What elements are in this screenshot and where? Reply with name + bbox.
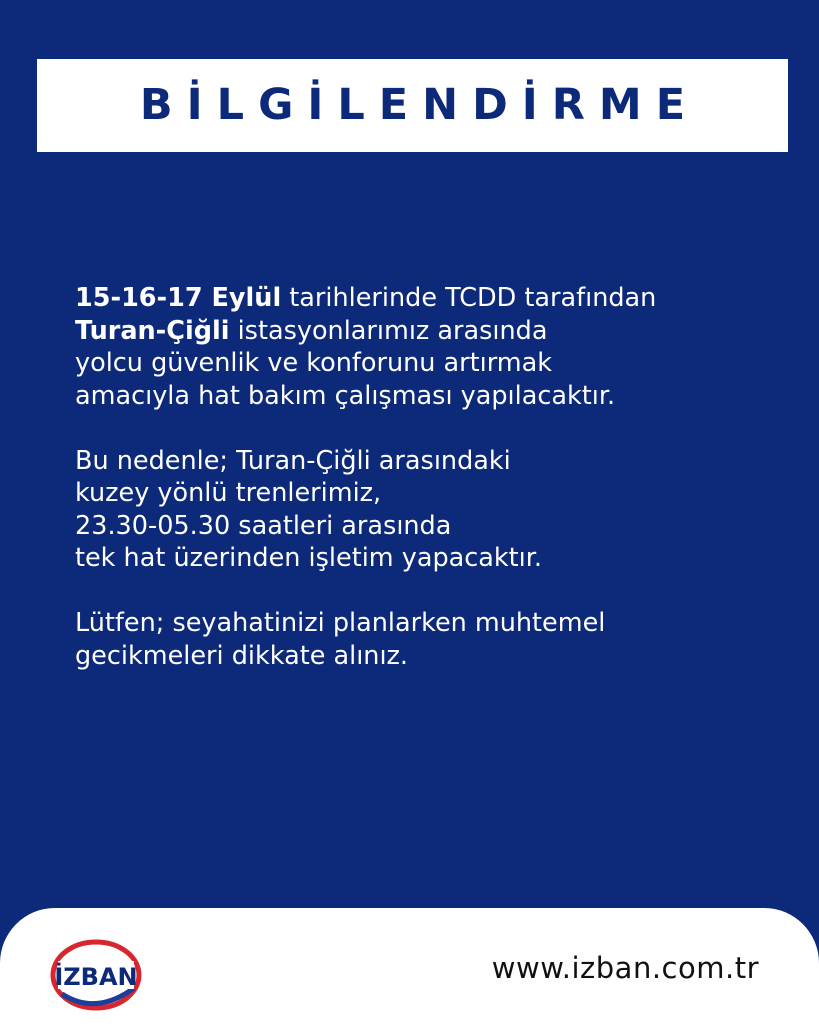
text-segment: istasyonlarımız arasında — [229, 315, 548, 346]
text-line — [75, 282, 775, 315]
paragraph-notice — [75, 607, 775, 672]
footer-bar — [0, 908, 819, 1024]
text-line: Lütfen; seyahatinizi planlarken muhtemel — [75, 608, 606, 638]
page-title: BİLGİLENDİRME — [139, 80, 700, 130]
text-line: tek hat üzerinden işletim yapacaktır. — [75, 543, 543, 573]
text-line: 23.30-05.30 saatleri arasında — [75, 510, 452, 541]
text-line: Bu nedenle; Turan-Çiğli arasındaki — [75, 445, 511, 476]
text-line: amacıyla hat bakım çalışması yapılacaktır. — [75, 380, 616, 411]
website-link[interactable]: www.izban.com.tr — [491, 951, 759, 985]
text-line: kuzey yönlü trenlerimiz, — [75, 478, 382, 508]
izban-logo-icon — [50, 938, 142, 1012]
announcement-body — [75, 282, 775, 705]
date-range: 15-16-17 Eylül — [75, 283, 282, 313]
logo-wordmark: İZBAN — [54, 963, 138, 991]
paragraph-operation — [75, 445, 775, 575]
station-range: Turan-Çiğli — [75, 315, 230, 346]
text-segment: tarihlerinde TCDD tarafından — [281, 283, 657, 313]
text-line: yolcu güvenlik ve konforunu artırmak — [75, 348, 553, 378]
text-line — [75, 315, 775, 348]
text-line: gecikmeleri dikkate alınız. — [75, 640, 409, 671]
title-banner — [37, 59, 788, 152]
paragraph-maintenance — [75, 282, 775, 412]
